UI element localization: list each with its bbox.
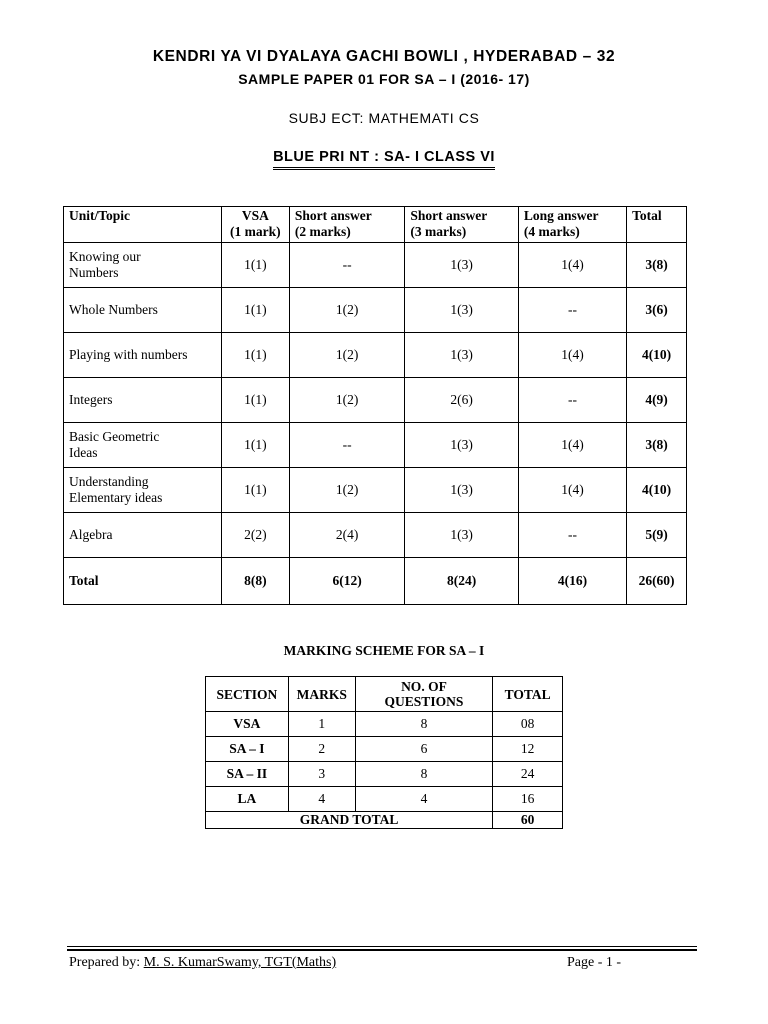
blueprint-col-header (518, 207, 626, 243)
scheme-cell: SA – I (206, 737, 289, 762)
la-cell: 1(4) (518, 333, 626, 378)
blueprint-table (63, 206, 687, 605)
blueprint-col-header (221, 207, 289, 243)
sa2-cell: 1(2) (289, 378, 405, 423)
topic-line: Ideas (69, 445, 98, 460)
scheme-cell: 08 (493, 712, 563, 737)
topic-line: Playing with numbers (69, 347, 188, 362)
vsa-cell: 1(1) (221, 423, 289, 468)
topic-cell (64, 333, 222, 378)
topic-line: Knowing our (69, 249, 141, 264)
blueprint-row (64, 378, 687, 423)
sa3-cell: 1(3) (405, 288, 518, 333)
grand-total-value: 60 (493, 812, 563, 829)
scheme-cell: 3 (288, 762, 355, 787)
blueprint-row (64, 243, 687, 288)
sa2-cell: 1(2) (289, 468, 405, 513)
sa3-cell: 8(24) (405, 558, 518, 605)
sa2-cell: 6(12) (289, 558, 405, 605)
vsa-cell: 1(1) (221, 243, 289, 288)
scheme-cell: 16 (493, 787, 563, 812)
scheme-cell: SA – II (206, 762, 289, 787)
grand-total-label: GRAND TOTAL (206, 812, 493, 829)
vsa-cell: 1(1) (221, 468, 289, 513)
scheme-cell: LA (206, 787, 289, 812)
blueprint-row (64, 513, 687, 558)
sa3-cell: 1(3) (405, 513, 518, 558)
topic-line: Integers (69, 392, 113, 407)
total-cell: 5(9) (627, 513, 687, 558)
blueprint-row (64, 423, 687, 468)
scheme-cell: 6 (355, 737, 492, 762)
topic-line: Elementary ideas (69, 490, 163, 505)
scheme-col-header: SECTION (206, 677, 289, 712)
scheme-row (206, 712, 563, 737)
marking-scheme-title: MARKING SCHEME FOR SA – I (283, 643, 485, 658)
blueprint-row (64, 288, 687, 333)
blueprint-col-header (405, 207, 518, 243)
topic-cell (64, 513, 222, 558)
sa2-cell: -- (289, 423, 405, 468)
sa3-cell: 1(3) (405, 243, 518, 288)
blueprint-col-header-line: Total (632, 208, 662, 223)
total-cell: 4(10) (627, 468, 687, 513)
blueprint-header-row (64, 207, 687, 243)
vsa-cell: 2(2) (221, 513, 289, 558)
paper-title: SAMPLE PAPER 01 FOR SA – I (2016- 17) (238, 71, 530, 87)
total-cell: 26(60) (627, 558, 687, 605)
sa3-cell: 2(6) (405, 378, 518, 423)
scheme-cell: VSA (206, 712, 289, 737)
sa2-cell: 2(4) (289, 513, 405, 558)
scheme-row (206, 762, 563, 787)
vsa-cell: 1(1) (221, 288, 289, 333)
blueprint-col-header (289, 207, 405, 243)
blueprint-row (64, 333, 687, 378)
subject-title: SUBJ ECT: MATHEMATI CS (288, 110, 480, 126)
footer-divider-double (67, 949, 697, 951)
topic-line: Whole Numbers (69, 302, 158, 317)
prepared-label: Prepared by: (69, 955, 144, 970)
scheme-col-header: TOTAL (493, 677, 563, 712)
blueprint-col-header (64, 207, 222, 243)
topic-line: Total (69, 573, 99, 588)
blueprint-heading (0, 148, 768, 170)
total-cell: 3(8) (627, 243, 687, 288)
scheme-cell: 4 (355, 787, 492, 812)
topic-line: Algebra (69, 527, 113, 542)
sa2-cell: 1(2) (289, 288, 405, 333)
blueprint-col-header-line: Long answer (523, 208, 599, 223)
topic-cell (64, 468, 222, 513)
blueprint-col-header (627, 207, 687, 243)
sa2-cell: 1(2) (289, 333, 405, 378)
topic-line: Basic Geometric (69, 429, 160, 444)
scheme-cell: 8 (355, 712, 492, 737)
total-cell: 3(8) (627, 423, 687, 468)
la-cell: -- (518, 513, 626, 558)
scheme-col-header: MARKS (288, 677, 355, 712)
la-cell: -- (518, 288, 626, 333)
la-cell: -- (518, 378, 626, 423)
footer-divider (67, 946, 697, 947)
vsa-cell: 1(1) (221, 378, 289, 423)
blueprint-col-header-line: Short answer (294, 208, 372, 223)
sa3-cell: 1(3) (405, 333, 518, 378)
scheme-cell: 12 (493, 737, 563, 762)
la-cell: 1(4) (518, 468, 626, 513)
topic-cell (64, 243, 222, 288)
la-cell: 1(4) (518, 243, 626, 288)
blueprint-row (64, 468, 687, 513)
total-cell: 3(6) (627, 288, 687, 333)
scheme-cell: 4 (288, 787, 355, 812)
author-name: M. S. KumarSwamy, TGT(Maths) (143, 955, 337, 970)
la-cell: 4(16) (518, 558, 626, 605)
marking-scheme-body (206, 712, 563, 829)
scheme-cell: 2 (288, 737, 355, 762)
la-cell: 1(4) (518, 423, 626, 468)
sa2-cell: -- (289, 243, 405, 288)
school-title: KENDRI YA VI DYALAYA GACHI BOWLI , HYDERABAD – 32 (152, 48, 616, 65)
sa3-cell: 1(3) (405, 423, 518, 468)
grand-total-row (206, 812, 563, 829)
marking-scheme-header-row (206, 677, 563, 712)
scheme-row (206, 787, 563, 812)
scheme-cell: 8 (355, 762, 492, 787)
marking-scheme-table (205, 676, 563, 829)
page-number: Page - 1 - (567, 955, 622, 970)
topic-cell (64, 378, 222, 423)
vsa-cell: 1(1) (221, 333, 289, 378)
blueprint-total-row (64, 558, 687, 605)
blueprint-title: BLUE PRI NT : SA- I CLASS VI (273, 148, 495, 170)
total-cell: 4(10) (627, 333, 687, 378)
blueprint-body (64, 243, 687, 605)
topic-cell (64, 558, 222, 605)
blueprint-col-header-line: (4 marks) (523, 224, 580, 239)
prepared-by (69, 955, 336, 971)
total-cell: 4(9) (627, 378, 687, 423)
topic-line: Understanding (69, 474, 149, 489)
scheme-cell: 1 (288, 712, 355, 737)
topic-cell (64, 423, 222, 468)
blueprint-col-header-line: (2 marks) (294, 224, 351, 239)
blueprint-col-header-line: (3 marks) (410, 224, 467, 239)
blueprint-col-header-line: (1 mark) (230, 224, 281, 239)
blueprint-col-header-line: Unit/Topic (69, 208, 131, 223)
blueprint-col-header-line: VSA (241, 208, 269, 223)
blueprint-col-header-line: Short answer (410, 208, 488, 223)
vsa-cell: 8(8) (221, 558, 289, 605)
scheme-col-header: NO. OF QUESTIONS (355, 677, 492, 712)
topic-cell (64, 288, 222, 333)
scheme-cell: 24 (493, 762, 563, 787)
scheme-row (206, 737, 563, 762)
topic-line: Numbers (69, 265, 119, 280)
sa3-cell: 1(3) (405, 468, 518, 513)
